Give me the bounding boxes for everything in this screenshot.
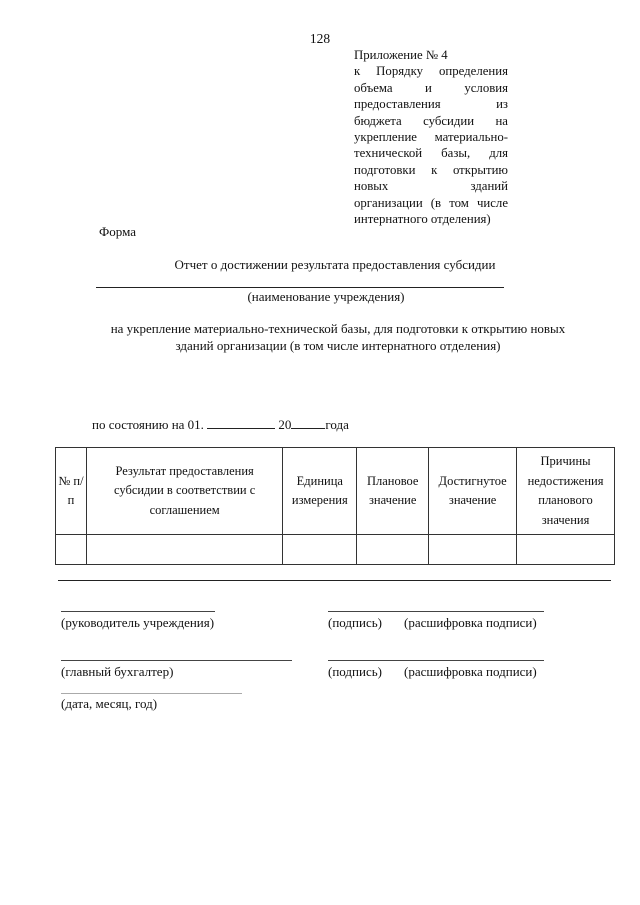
appendix-line: предоставления из — [354, 97, 508, 112]
table-cell — [357, 535, 429, 565]
appendix-line: к Порядку определения — [354, 64, 508, 79]
table-cell — [517, 535, 615, 565]
table-header-row — [56, 448, 615, 535]
as-of-year-prefix: 20 — [278, 417, 292, 432]
header-unit: Единица измерения — [283, 448, 357, 535]
header-reasons: Причины недостижения планового значения — [517, 448, 615, 535]
as-of-suffix: года — [325, 417, 349, 432]
year-blank — [291, 416, 325, 429]
page-number: 128 — [309, 31, 331, 46]
appendix-line: технической базы, для — [354, 146, 508, 161]
purpose-line: на укрепление материально-технической базы, для подготовки к открытию новых — [110, 321, 566, 336]
institution-caption: (наименование учреждения) — [247, 289, 405, 304]
appendix-line: новых зданий — [354, 179, 508, 194]
purpose-line: зданий организации (в том числе интернатного отделения) — [175, 337, 501, 353]
header-achieved: Достигнутое значение — [429, 448, 517, 535]
appendix-line: подготовки к открытию — [354, 162, 508, 177]
signature-caption-1: (подпись) — [328, 615, 382, 630]
header-result: Результат предоставления субсидии в соответствии с соглашением — [86, 448, 282, 535]
decode-caption-1: (расшифровка подписи) — [404, 615, 537, 630]
date-line — [61, 693, 242, 694]
appendix-line: Приложение № 4 — [354, 48, 448, 62]
signature-line-1 — [328, 611, 544, 612]
appendix-line: укрепление материально- — [354, 130, 508, 145]
appendix-header — [354, 47, 508, 227]
header-number: № п/п — [56, 448, 87, 535]
table-row — [56, 535, 615, 565]
table-cell — [429, 535, 517, 565]
signature-line-2 — [328, 660, 544, 661]
table-cell — [86, 535, 282, 565]
as-of-date — [92, 416, 349, 433]
head-signature-line — [61, 611, 215, 612]
table-cell — [56, 535, 87, 565]
appendix-line: организации (в том числе — [354, 195, 508, 210]
signature-caption-2: (подпись) — [328, 664, 382, 679]
table-cell — [283, 535, 357, 565]
separator-line — [58, 580, 611, 581]
head-caption: (руководитель учреждения) — [61, 615, 215, 630]
accountant-signature-line — [61, 660, 292, 661]
date-caption: (дата, месяц, год) — [61, 696, 158, 711]
decode-caption-2: (расшифровка подписи) — [404, 664, 537, 679]
form-label: Форма — [99, 224, 136, 239]
header-planned: Плановое значение — [357, 448, 429, 535]
date-blank — [207, 416, 275, 429]
appendix-line: объема и условия — [354, 80, 508, 95]
appendix-line: интернатного отделения) — [354, 212, 491, 227]
accountant-caption: (главный бухгалтер) — [61, 664, 174, 679]
report-title: Отчет о достижении результата предоставления субсидии — [174, 257, 496, 272]
appendix-line: бюджета субсидии на — [354, 113, 508, 128]
as-of-prefix: по состоянию на 01. — [92, 417, 204, 432]
report-table — [55, 447, 615, 565]
purpose-text — [60, 321, 616, 354]
institution-name-line — [96, 287, 504, 288]
